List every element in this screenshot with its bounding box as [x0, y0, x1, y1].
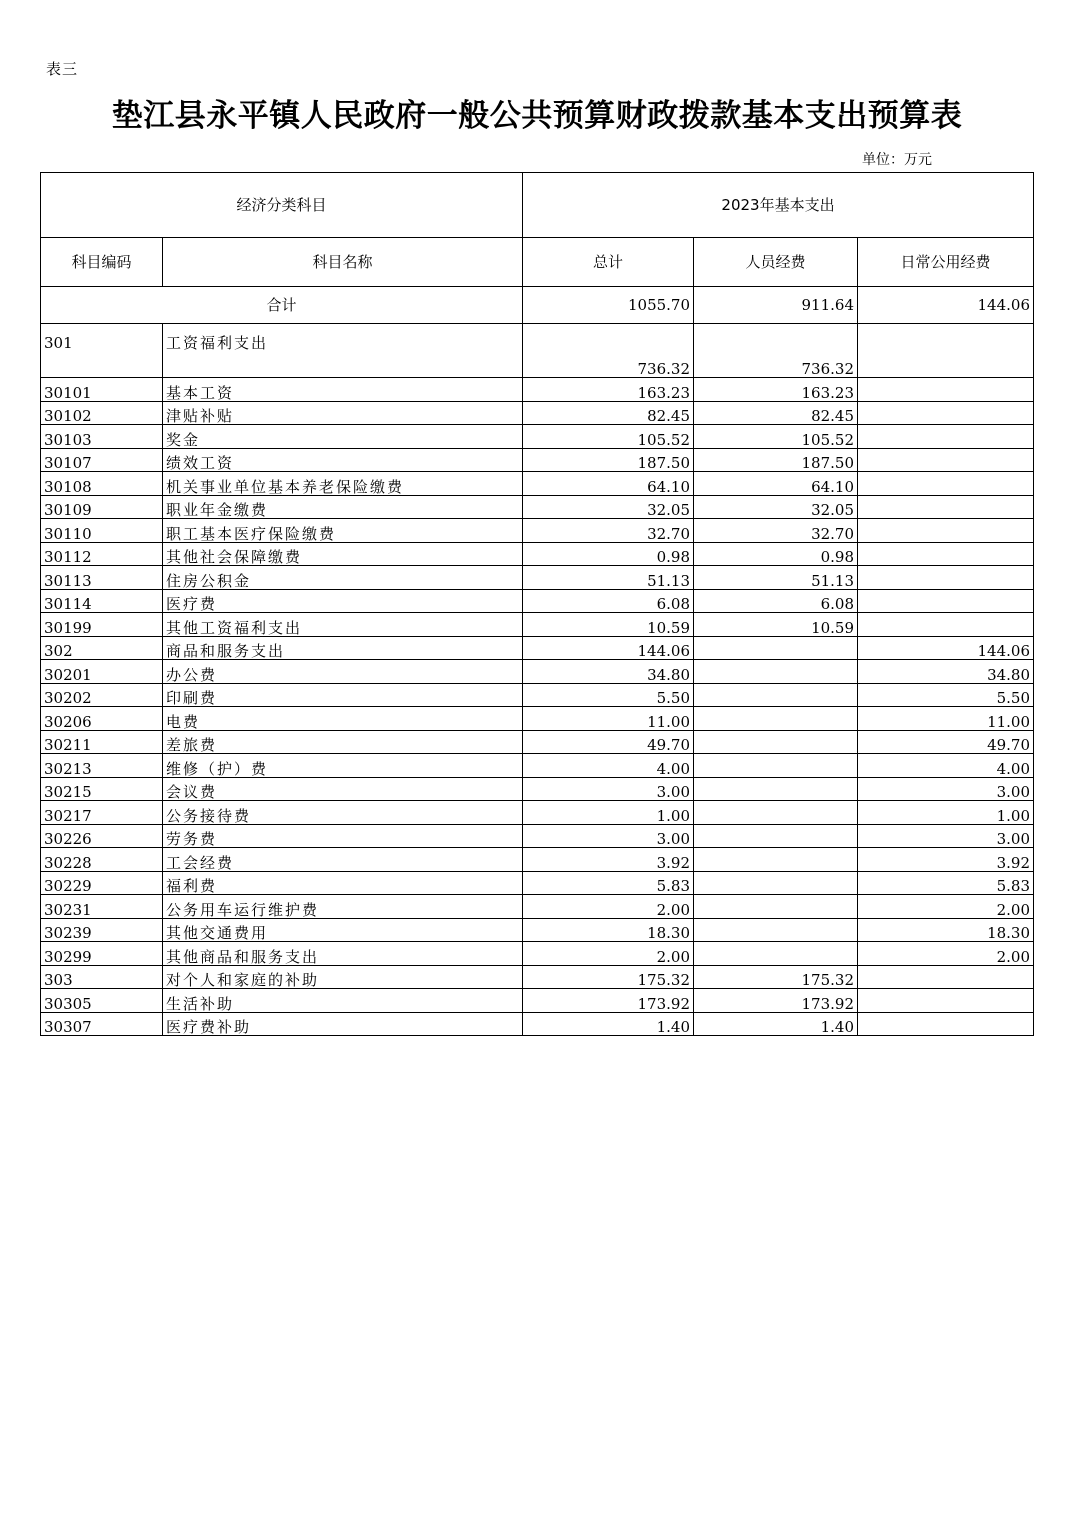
- row-personnel: 0.98: [694, 542, 858, 566]
- header-personnel: 人员经费: [694, 238, 858, 287]
- row-total: 3.00: [523, 777, 694, 801]
- row-code: 30112: [41, 542, 163, 566]
- row-code: 30211: [41, 730, 163, 754]
- row-public: 49.70: [858, 730, 1034, 754]
- page-title: 垫江县永平镇人民政府一般公共预算财政拨款基本支出预算表: [111, 98, 963, 134]
- row-name: 印刷费: [163, 683, 523, 707]
- row-code: 30217: [41, 801, 163, 825]
- row-personnel: 32.70: [694, 519, 858, 543]
- row-code: 30103: [41, 425, 163, 449]
- total-sum: 1055.70: [523, 287, 694, 324]
- table-row: [41, 848, 1034, 872]
- row-personnel: 64.10: [694, 472, 858, 496]
- row-code: 30108: [41, 472, 163, 496]
- row-total: 736.32: [523, 324, 694, 378]
- row-public: 4.00: [858, 754, 1034, 778]
- row-name: 基本工资: [163, 378, 523, 402]
- row-name: 津贴补贴: [163, 401, 523, 425]
- table-row: [41, 472, 1034, 496]
- row-personnel: [694, 683, 858, 707]
- row-name: 奖金: [163, 425, 523, 449]
- row-personnel: 175.32: [694, 965, 858, 989]
- row-public: 1.00: [858, 801, 1034, 825]
- row-code: 30228: [41, 848, 163, 872]
- row-name: 商品和服务支出: [163, 636, 523, 660]
- row-name: 其他社会保障缴费: [163, 542, 523, 566]
- row-public: [858, 989, 1034, 1013]
- row-total: 2.00: [523, 895, 694, 919]
- table-row: [41, 989, 1034, 1013]
- table-row: [41, 965, 1034, 989]
- row-total: 82.45: [523, 401, 694, 425]
- row-total: 49.70: [523, 730, 694, 754]
- row-public: [858, 324, 1034, 378]
- row-public: [858, 519, 1034, 543]
- row-personnel: 6.08: [694, 589, 858, 613]
- row-code: 30226: [41, 824, 163, 848]
- row-public: 3.92: [858, 848, 1034, 872]
- row-personnel: 187.50: [694, 448, 858, 472]
- row-name: 工资福利支出: [163, 324, 523, 378]
- row-name: 电费: [163, 707, 523, 731]
- row-name: 办公费: [163, 660, 523, 684]
- row-code: 30206: [41, 707, 163, 731]
- table-row: [41, 777, 1034, 801]
- row-name: 医疗费: [163, 589, 523, 613]
- row-total: 0.98: [523, 542, 694, 566]
- row-code: 30215: [41, 777, 163, 801]
- row-code: 30239: [41, 918, 163, 942]
- row-name: 机关事业单位基本养老保险缴费: [163, 472, 523, 496]
- table-row: [41, 801, 1034, 825]
- table-row: [41, 754, 1034, 778]
- row-public: 2.00: [858, 942, 1034, 966]
- table-row: [41, 942, 1034, 966]
- row-total: 34.80: [523, 660, 694, 684]
- row-name: 劳务费: [163, 824, 523, 848]
- row-public: [858, 566, 1034, 590]
- row-name: 对个人和家庭的补助: [163, 965, 523, 989]
- table-row: [41, 918, 1034, 942]
- row-personnel: [694, 801, 858, 825]
- row-total: 1.40: [523, 1012, 694, 1036]
- row-total: 11.00: [523, 707, 694, 731]
- row-code: 30114: [41, 589, 163, 613]
- table-row: [41, 730, 1034, 754]
- row-code: 30307: [41, 1012, 163, 1036]
- row-personnel: 736.32: [694, 324, 858, 378]
- row-public: [858, 589, 1034, 613]
- row-name: 工会经费: [163, 848, 523, 872]
- row-code: 30229: [41, 871, 163, 895]
- row-name: 会议费: [163, 777, 523, 801]
- row-public: 144.06: [858, 636, 1034, 660]
- row-total: 10.59: [523, 613, 694, 637]
- row-public: [858, 378, 1034, 402]
- row-public: [858, 495, 1034, 519]
- row-total: 3.92: [523, 848, 694, 872]
- table-row: [41, 566, 1034, 590]
- row-personnel: [694, 895, 858, 919]
- header-economic-category: 经济分类科目: [41, 173, 523, 238]
- row-code: 30231: [41, 895, 163, 919]
- row-public: [858, 472, 1034, 496]
- table-row: [41, 589, 1034, 613]
- row-name: 住房公积金: [163, 566, 523, 590]
- row-total: 5.83: [523, 871, 694, 895]
- budget-table: [40, 172, 1034, 1036]
- row-personnel: 82.45: [694, 401, 858, 425]
- row-code: 30109: [41, 495, 163, 519]
- table-row: [41, 707, 1034, 731]
- row-personnel: [694, 871, 858, 895]
- table-row: [41, 448, 1034, 472]
- row-name: 生活补助: [163, 989, 523, 1013]
- table-row: [41, 495, 1034, 519]
- row-name: 职工基本医疗保险缴费: [163, 519, 523, 543]
- row-public: [858, 965, 1034, 989]
- row-personnel: 1.40: [694, 1012, 858, 1036]
- row-code: 30213: [41, 754, 163, 778]
- row-name: 差旅费: [163, 730, 523, 754]
- unit-label: 单位：万元: [862, 152, 932, 168]
- table-row: [41, 871, 1034, 895]
- row-public: 2.00: [858, 895, 1034, 919]
- table-number: 表三: [46, 60, 79, 78]
- row-code: 30102: [41, 401, 163, 425]
- row-personnel: [694, 777, 858, 801]
- table-row: [41, 425, 1034, 449]
- row-code: 30305: [41, 989, 163, 1013]
- row-total: 18.30: [523, 918, 694, 942]
- header-code: 科目编码: [41, 238, 163, 287]
- row-public: [858, 613, 1034, 637]
- row-personnel: [694, 848, 858, 872]
- row-code: 302: [41, 636, 163, 660]
- row-total: 187.50: [523, 448, 694, 472]
- row-total: 163.23: [523, 378, 694, 402]
- header-name: 科目名称: [163, 238, 523, 287]
- row-name: 公务接待费: [163, 801, 523, 825]
- table-row: [41, 1012, 1034, 1036]
- row-name: 福利费: [163, 871, 523, 895]
- row-code: 30201: [41, 660, 163, 684]
- table-row: [41, 895, 1034, 919]
- total-label: 合计: [41, 287, 523, 324]
- row-personnel: 173.92: [694, 989, 858, 1013]
- row-total: 173.92: [523, 989, 694, 1013]
- row-total: 5.50: [523, 683, 694, 707]
- row-personnel: [694, 707, 858, 731]
- row-total: 51.13: [523, 566, 694, 590]
- header-group-row: [41, 173, 1034, 238]
- row-public: [858, 425, 1034, 449]
- row-total: 6.08: [523, 589, 694, 613]
- row-public: 5.83: [858, 871, 1034, 895]
- row-code: 30107: [41, 448, 163, 472]
- row-public: [858, 401, 1034, 425]
- table-row: [41, 636, 1034, 660]
- row-personnel: 105.52: [694, 425, 858, 449]
- header-public: 日常公用经费: [858, 238, 1034, 287]
- row-personnel: [694, 730, 858, 754]
- row-total: 1.00: [523, 801, 694, 825]
- row-name: 绩效工资: [163, 448, 523, 472]
- total-public: 144.06: [858, 287, 1034, 324]
- row-name: 其他工资福利支出: [163, 613, 523, 637]
- row-total: 64.10: [523, 472, 694, 496]
- table-row: [41, 324, 1034, 378]
- total-row: [41, 287, 1034, 324]
- row-public: [858, 448, 1034, 472]
- row-public: 5.50: [858, 683, 1034, 707]
- row-personnel: [694, 942, 858, 966]
- row-total: 32.05: [523, 495, 694, 519]
- row-code: 301: [41, 324, 163, 378]
- row-total: 3.00: [523, 824, 694, 848]
- row-public: 18.30: [858, 918, 1034, 942]
- table-row: [41, 660, 1034, 684]
- header-total: 总计: [523, 238, 694, 287]
- row-public: [858, 1012, 1034, 1036]
- row-personnel: [694, 636, 858, 660]
- row-personnel: 10.59: [694, 613, 858, 637]
- row-total: 32.70: [523, 519, 694, 543]
- row-personnel: 51.13: [694, 566, 858, 590]
- header-basic-expenditure: 2023年基本支出: [523, 173, 1034, 238]
- row-name: 其他商品和服务支出: [163, 942, 523, 966]
- row-code: 30202: [41, 683, 163, 707]
- table-row: [41, 613, 1034, 637]
- row-public: 3.00: [858, 777, 1034, 801]
- table-row: [41, 542, 1034, 566]
- row-code: 30110: [41, 519, 163, 543]
- row-total: 144.06: [523, 636, 694, 660]
- row-personnel: 32.05: [694, 495, 858, 519]
- row-name: 职业年金缴费: [163, 495, 523, 519]
- row-name: 公务用车运行维护费: [163, 895, 523, 919]
- table-row: [41, 519, 1034, 543]
- table-row: [41, 824, 1034, 848]
- row-public: 11.00: [858, 707, 1034, 731]
- row-code: 30199: [41, 613, 163, 637]
- row-name: 医疗费补助: [163, 1012, 523, 1036]
- row-personnel: [694, 918, 858, 942]
- table-row: [41, 683, 1034, 707]
- row-public: 3.00: [858, 824, 1034, 848]
- table-row: [41, 378, 1034, 402]
- row-name: 其他交通费用: [163, 918, 523, 942]
- row-public: 34.80: [858, 660, 1034, 684]
- row-total: 2.00: [523, 942, 694, 966]
- row-total: 4.00: [523, 754, 694, 778]
- table-row: [41, 401, 1034, 425]
- row-total: 105.52: [523, 425, 694, 449]
- row-code: 30299: [41, 942, 163, 966]
- row-personnel: 163.23: [694, 378, 858, 402]
- row-name: 维修（护）费: [163, 754, 523, 778]
- row-public: [858, 542, 1034, 566]
- total-personnel: 911.64: [694, 287, 858, 324]
- row-code: 30113: [41, 566, 163, 590]
- row-code: 30101: [41, 378, 163, 402]
- row-code: 303: [41, 965, 163, 989]
- row-personnel: [694, 754, 858, 778]
- row-personnel: [694, 824, 858, 848]
- row-total: 175.32: [523, 965, 694, 989]
- header-column-row: [41, 238, 1034, 287]
- row-personnel: [694, 660, 858, 684]
